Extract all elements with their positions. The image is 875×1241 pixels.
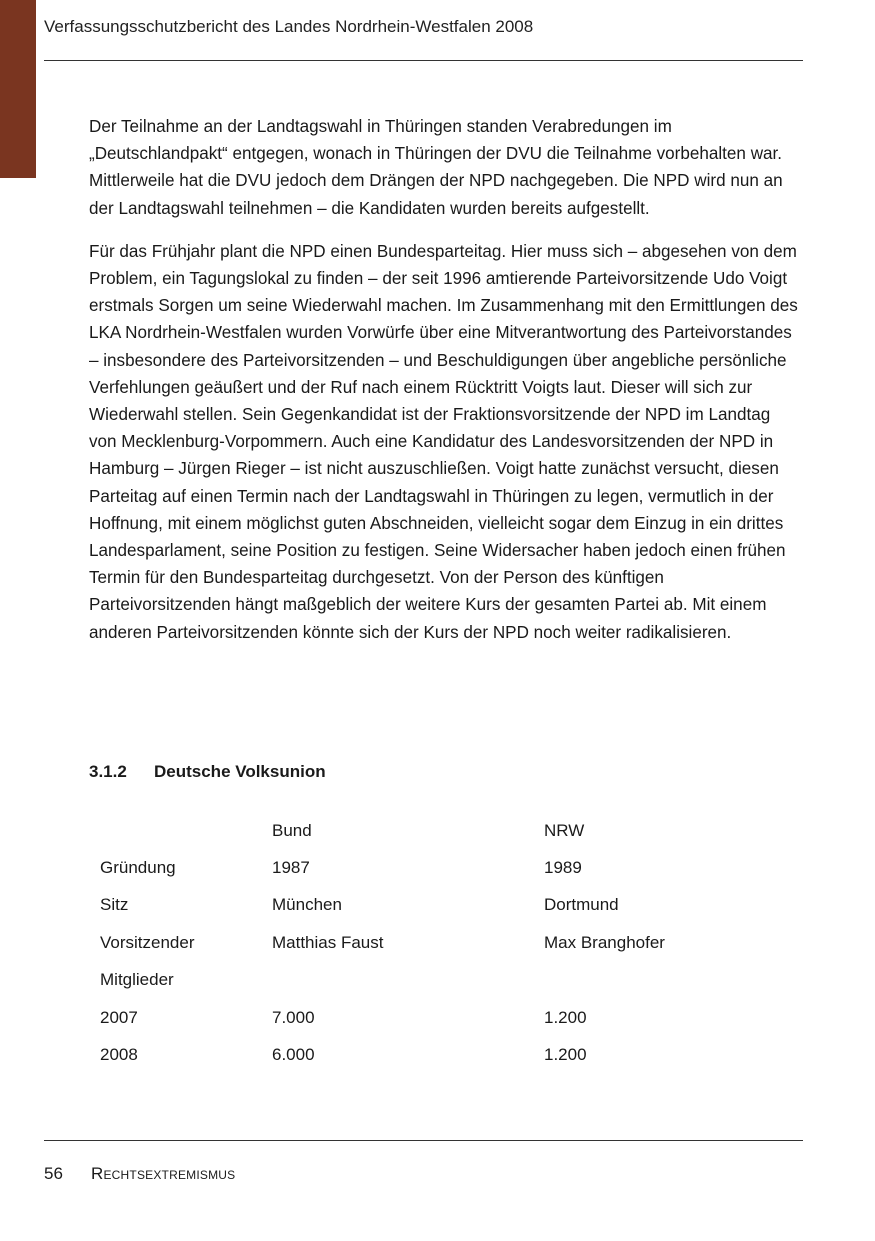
section-number: 3.1.2: [89, 762, 127, 781]
table-cell: 1.200: [544, 1045, 587, 1065]
table-cell: Dortmund: [544, 895, 619, 915]
table-header-row: [100, 812, 804, 849]
section-title: Deutsche Volksunion: [154, 762, 326, 781]
footer-section-name: Rechtsextremismus: [91, 1164, 236, 1183]
table-cell: München: [272, 895, 342, 915]
table-cell: [272, 962, 544, 999]
paragraph: Für das Frühjahr plant die NPD einen Bundesparteitag. Hier muss sich – abgesehen von dem Problem, ein Tagungslokal zu finden – der seit 1996 amtierende Parteivorsitzende Udo Voigt erstmals Sorgen um seine Wiederwahl machen. Im Zusammenhang mit den Ermittlungen des LKA Nordrhein-Westfalen wurden Vorwürfe über eine Mitverantwortung des Parteivorstandes – insbesondere des Parteivorsitzenden – und Beschuldigungen über angebliche persönliche Verfehlungen geäußert und der Ruf nach einem Rücktritt Voigts laut. Dieser will sich zur Wiederwahl stellen. Sein Gegenkandidat ist der Fraktionsvorsitzende der NPD im Landtag von Mecklenburg-Vorpommern. Auch eine Kandidatur des Landesvorsitzenden der NPD in Hamburg – Jürgen Rieger – ist nicht auszuschließen. Voigt hatte zunächst versucht, diesen Parteitag auf einen Termin nach der Landtagswahl in Thüringen zu legen, vermutlich in der Hoffnung, mit einem möglichst guten Abschneiden, vielleicht sogar dem Einzug in ein drittes Landesparlament, seine Position zu festigen. Seine Widersacher haben jedoch einen frühen Termin für den Bundesparteitag durchgesetzt. Von der Person des künftigen Parteivorsitzenden hängt maßgeblich der weitere Kurs der gesamten Partei ab. Mit einem anderen Parteivorsitzenden könnte sich der Kurs der NPD noch weiter radikalisieren.: [89, 241, 798, 642]
header-divider: [44, 60, 803, 61]
table-cell: 2008: [100, 1045, 138, 1065]
table-row: [100, 1036, 804, 1073]
table-cell: Matthias Faust: [272, 932, 384, 952]
table-cell: 1987: [272, 858, 310, 878]
table-cell: 1.200: [544, 1007, 587, 1027]
table-header-cell: Bund: [272, 820, 312, 840]
party-facts-table: [100, 812, 804, 1074]
footer-divider: [44, 1140, 803, 1141]
table-header-cell: NRW: [544, 820, 585, 840]
table-cell: 7.000: [272, 1007, 315, 1027]
running-header: Verfassungsschutzbericht des Landes Nordrhein-Westfalen 2008: [44, 17, 534, 36]
table-row: [100, 999, 804, 1036]
table-cell: Mitglieder: [100, 970, 174, 990]
table-row: [100, 887, 804, 924]
chapter-tab-marker: [0, 0, 36, 178]
table-row: [100, 924, 804, 961]
body-text: [89, 113, 801, 662]
table-cell: Gründung: [100, 858, 176, 878]
table-cell: 1989: [544, 858, 582, 878]
paragraph: Der Teilnahme an der Landtagswahl in Thüringen standen Verabredungen im „Deutschlandpakt“ entgegen, wonach in Thüringen der DVU die Teilnahme vorbehalten war. Mittlerweile hat die DVU jedoch dem Drängen der NPD nachgegeben. Die NPD wird nun an der Landtagswahl teilnehmen – die Kandidaten wurden bereits aufgestellt.: [89, 117, 783, 218]
section-heading: [89, 762, 326, 782]
table-cell: Max Branghofer: [544, 932, 665, 952]
table-cell: 2007: [100, 1007, 138, 1027]
page-number: 56: [44, 1164, 63, 1183]
table-row: [100, 849, 804, 886]
page-footer: [44, 1164, 235, 1184]
table-header-cell: [100, 812, 272, 849]
table-cell: Sitz: [100, 895, 129, 915]
table-row: [100, 962, 804, 999]
table-cell: 6.000: [272, 1045, 315, 1065]
table-cell: [544, 962, 804, 999]
table-cell: Vorsitzender: [100, 932, 195, 952]
